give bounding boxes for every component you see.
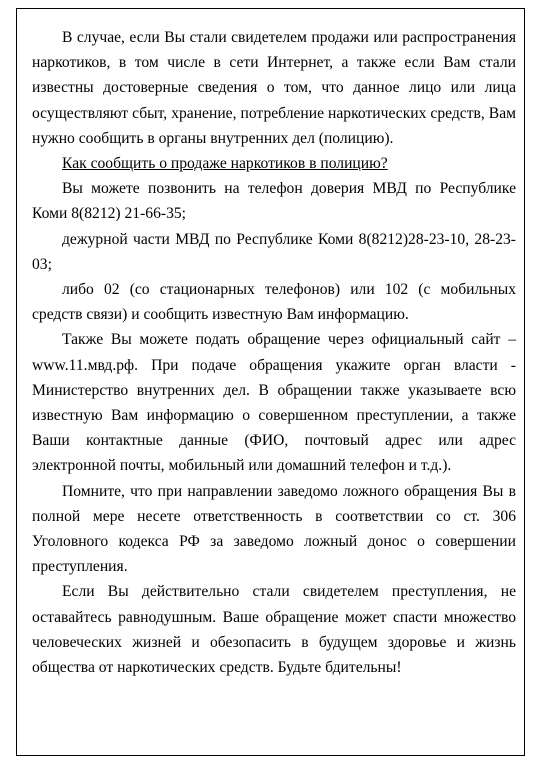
paragraph-intro: В случае, если Вы стали свидетелем продажи или распространения наркотиков, в том числе в сети Интернет, а также если Вам стали известны достоверные сведения о том, что данное лицо или лица осуществляют сбыт, хранение, потребление наркотических средств, Вам нужно сообщить в органы внутренних дел (полицию). bbox=[32, 29, 516, 147]
paragraph-closing-appeal: Если Вы действительно стали свидетелем преступления, не оставайтесь равнодушным. Ваше обращение может спасти множество человеческих жизней и обезопасить в будущем здоровье и жизнь общества от наркотических средств. Будьте бдительны! bbox=[32, 583, 516, 677]
document-body bbox=[32, 25, 516, 680]
paragraph-duty-unit: дежурной части МВД по Республике Коми 8(8212)28-23-10, 28-23-03; bbox=[32, 230, 516, 273]
paragraph-heading-how-to-report: Как сообщить о продаже наркотиков в полицию? bbox=[62, 155, 388, 173]
paragraph-website: Также Вы можете подать обращение через официальный сайт – www.11.мвд.рф. При подаче обращения укажите орган власти - Министерство внутренних дел. В обращении также указываете всю известную Вам информацию о совершенном преступлении, а также Ваши контактные данные (ФИО, почтовый адрес или адрес электронной почты, мобильный или домашний телефон и т.д.). bbox=[32, 331, 516, 475]
paragraph-hotline: Вы можете позвонить на телефон доверия МВД по Республике Коми 8(8212) 21-66-35; bbox=[32, 180, 516, 223]
paragraph-false-report-warning: Помните, что при направлении заведомо ложного обращения Вы в полной мере несете ответственность в соответствии со ст. 306 Уголовного кодекса РФ за заведомо ложный донос о совершении преступления. bbox=[32, 482, 516, 576]
paragraph-emergency-numbers: либо 02 (со стационарных телефонов) или 102 (с мобильных средств связи) и сообщить известную Вам информацию. bbox=[32, 281, 516, 324]
